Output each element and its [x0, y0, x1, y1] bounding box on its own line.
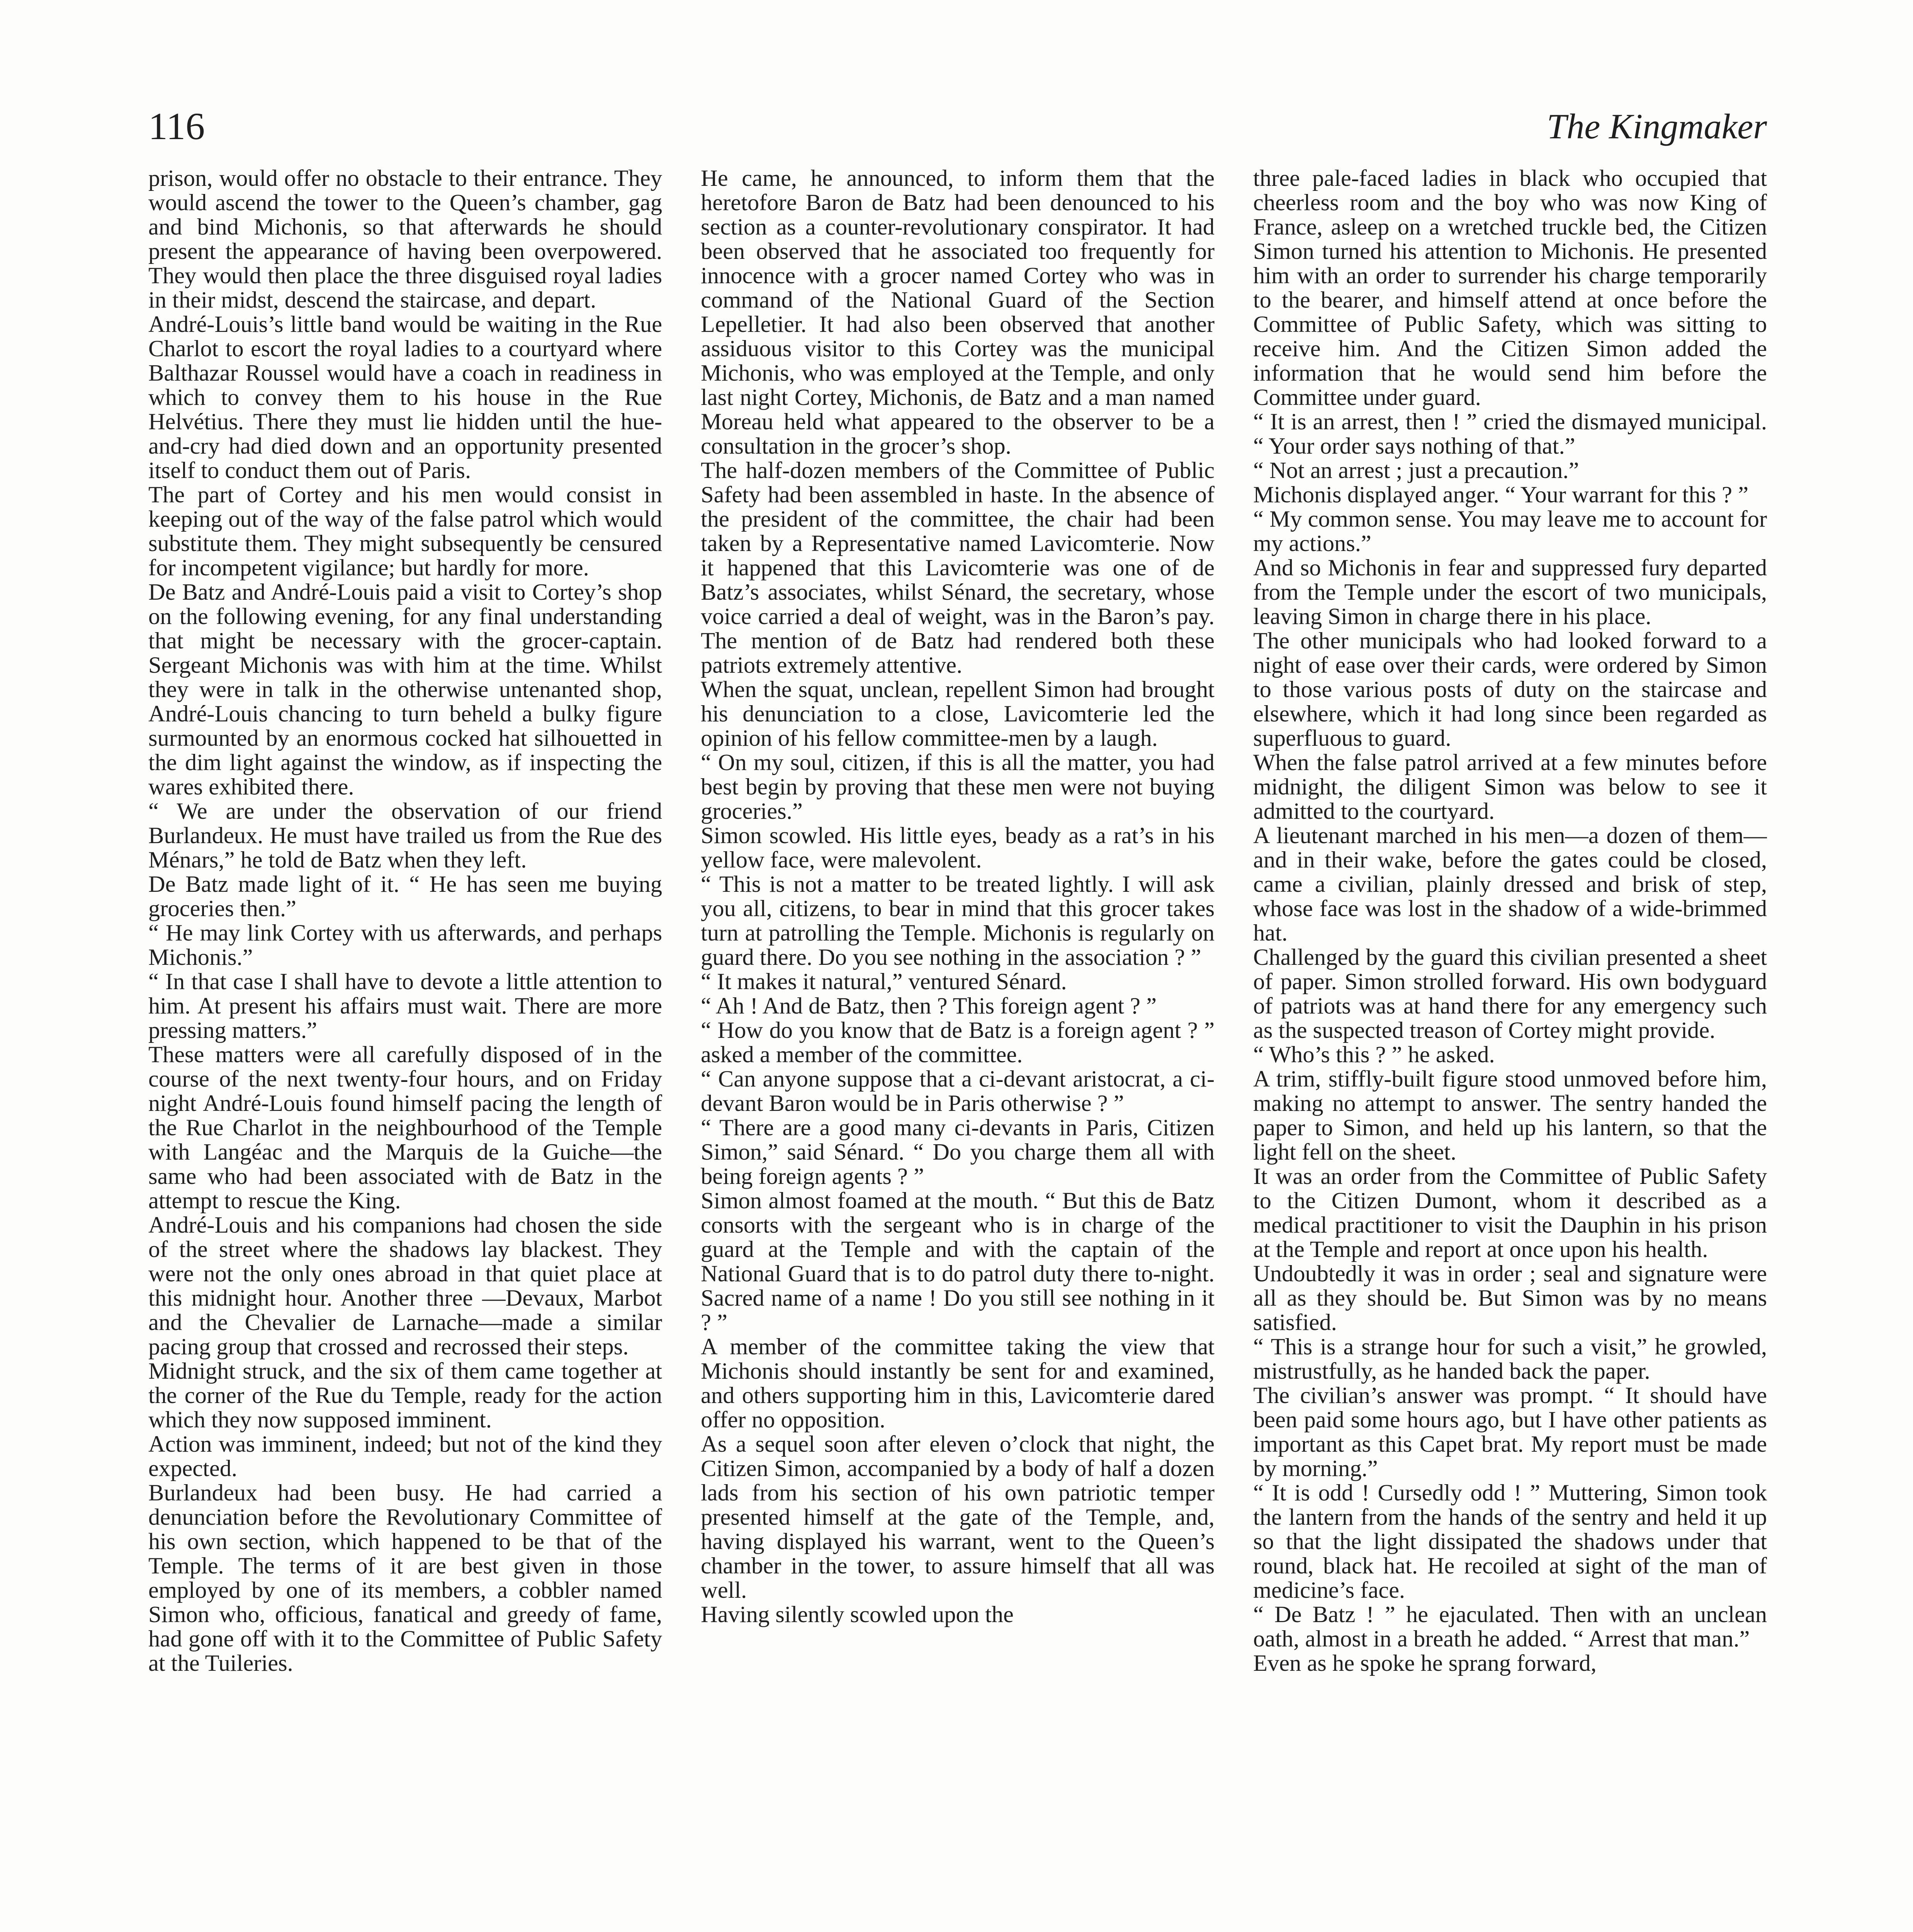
paragraph: Undoubtedly it was in order ; seal and signature were all as they should be. But Simon was by no means satisfied. [1253, 1261, 1767, 1335]
paragraph: Simon scowled. His little eyes, beady as a rat’s in his yellow face, were malevolent. [701, 823, 1215, 873]
paragraph: A trim, stiffly-built figure stood unmoved before him, making no attempt to answer. The sentry handed the paper to Simon, and held up his lantern, so that the light fell on the sheet. [1253, 1066, 1767, 1165]
paragraph: De Batz and André-Louis paid a visit to Cortey’s shop on the following evening, for any final understanding that might be necessary with the grocer-captain. Sergeant Michonis was with him at the time. Whilst they were in talk in the otherwise untenanted shop, André-Louis chancing to turn beheld a bulky figure surmounted by an enormous cocked hat silhouetted in the dim light against the window, as if inspecting the wares exhibited there. [148, 579, 662, 800]
paragraph: Simon almost foamed at the mouth. “ But this de Batz consorts with the sergeant who is in charge of the guard at the Temple and with the captain of the National Guard that is to do patrol duty there to-night. Sacred name of a name ! Do you still see nothing in it ? ” [701, 1188, 1215, 1335]
paragraph: The half-dozen members of the Committee of Public Safety had been assembled in haste. In the absence of the president of the committee, the chair had been taken by a Representative named Lavicomterie. Now it happened that this Lavicomterie was one of de Batz’s associates, whilst Sénard, the secretary, whose voice carried a deal of weight, was in the Baron’s pay. The mention of de Batz had rendered both these patriots extremely attentive. [701, 457, 1215, 678]
paragraph: “ In that case I shall have to devote a little attention to him. At present his affairs must wait. There are more pressing matters.” [148, 969, 662, 1043]
text-column-middle [701, 166, 1215, 1932]
paragraph: When the squat, unclean, repellent Simon had brought his denunciation to a close, Lavicomterie led the opinion of his fellow committee-men by a laugh. [701, 677, 1215, 751]
paragraph: These matters were all carefully disposed of in the course of the next twenty-four hours, and on Friday night André-Louis found himself pacing the length of the Rue Charlot in the neighbourhood of the Temple with Langéac and the Marquis de la Guiche—the same who had been associated with de Batz in the attempt to rescue the King. [148, 1042, 662, 1214]
paragraph: “ It makes it natural,” ventured Sénard. [701, 969, 1067, 995]
paragraph: And so Michonis in fear and suppressed fury departed from the Temple under the escort of two municipals, leaving Simon in charge there in his place. [1253, 555, 1767, 629]
paragraph: As a sequel soon after eleven o’clock that night, the Citizen Simon, accompanied by a body of half a dozen lads from his section of his own patriotic temper presented himself at the gate of the Temple, and, having displayed his warrant, went to the Queen’s chamber in the tower, to assure himself that all was well. [701, 1431, 1215, 1603]
paragraph: André-Louis and his companions had chosen the side of the street where the shadows lay blackest. They were not the only ones abroad in that quiet place at this midnight hour. Another three —Devaux, Marbot and the Chevalier de Larnache—made a similar pacing group that crossed and recrossed their steps. [148, 1212, 662, 1360]
running-title: The Kingmaker [1547, 107, 1767, 146]
paragraph: “ This is not a matter to be treated lightly. I will ask you all, citizens, to bear in mind that this grocer takes turn at patrolling the Temple. Michonis is regularly on guard there. Do you see nothing in the association ? ” [701, 871, 1215, 970]
paragraph: A member of the committee taking the view that Michonis should instantly be sent for and examined, and others supporting him in this, Lavicomterie dared offer no opposition. [701, 1334, 1215, 1433]
text-column-right [1253, 166, 1767, 1932]
paragraph: André-Louis’s little band would be waiting in the Rue Charlot to escort the royal ladies to a courtyard where Balthazar Roussel would have a coach in readiness in which to convey them to his house in the Rue Helvétius. There they must lie hidden until the hue-and-cry had died down and an opportunity presented itself to conduct them out of Paris. [148, 311, 662, 483]
paragraph: Midnight struck, and the six of them came together at the corner of the Rue du Temple, ready for the action which they now supposed imminent. [148, 1358, 662, 1433]
paragraph: “ We are under the observation of our friend Burlandeux. He must have trailed us from the Rue des Ménars,” he told de Batz when they left. [148, 798, 662, 873]
page-number: 116 [148, 105, 205, 148]
running-header [148, 101, 1767, 159]
paragraph: Michonis displayed anger. “ Your warrant for this ? ” [1253, 482, 1748, 508]
paragraph: “ On my soul, citizen, if this is all the matter, you had best begin by proving that these men were not buying groceries.” [701, 750, 1215, 824]
paragraph: “ Not an arrest ; just a precaution.” [1253, 457, 1579, 483]
paragraph: Burlandeux had been busy. He had carried a denunciation before the Revolutionary Committee of his own section, which happened to be that of the Temple. The terms of it are best given in those employed by one of its members, a cobbler named Simon who, officious, fanatical and greedy of fame, had gone off with it to the Committee of Public Safety at the Tuileries. [148, 1480, 662, 1676]
paragraph: “ Can anyone suppose that a ci-devant aristocrat, a ci-devant Baron would be in Paris otherwise ? ” [701, 1066, 1215, 1116]
paragraph: prison, would offer no obstacle to their entrance. They would ascend the tower to the Queen’s chamber, gag and bind Michonis, so that afterwards he should present the appearance of having been overpowered. They would then place the three disguised royal ladies in their midst, descend the staircase, and depart. [148, 166, 662, 313]
paragraph: “ It is odd ! Cursedly odd ! ” Muttering, Simon took the lantern from the hands of the sentry and held it up so that the light dissipated the shadows under that round, black hat. He recoiled at sight of the man of medicine’s face. [1253, 1480, 1767, 1603]
paragraph: “ Who’s this ? ” he asked. [1253, 1042, 1495, 1068]
paragraph: Even as he spoke he sprang forward, [1253, 1650, 1597, 1676]
paragraph: When the false patrol arrived at a few minutes before midnight, the diligent Simon was below to see it admitted to the courtyard. [1253, 750, 1767, 824]
paragraph: De Batz made light of it. “ He has seen me buying groceries then.” [148, 871, 662, 922]
paragraph: “ He may link Cortey with us afterwards, and perhaps Michonis.” [148, 920, 662, 970]
paragraph: “ My common sense. You may leave me to account for my actions.” [1253, 506, 1767, 556]
paragraph: “ De Batz ! ” he ejaculated. Then with an unclean oath, almost in a breath he added. “ Arrest that man.” [1253, 1602, 1767, 1652]
paragraph: three pale-faced ladies in black who occupied that cheerless room and the boy who was now King of France, asleep on a wretched truckle bed, the Citizen Simon turned his attention to Michonis. He presented him with an order to surrender his charge temporarily to the bearer, and himself attend at once before the Committee of Public Safety, which was sitting to receive him. And the Citizen Simon added the information that he would send him before the Committee under guard. [1253, 166, 1767, 410]
paragraph: The part of Cortey and his men would consist in keeping out of the way of the false patrol which would substitute them. They might subsequently be censured for incompetent vigilance; but hardly for more. [148, 482, 662, 581]
paragraph: The civilian’s answer was prompt. “ It should have been paid some hours ago, but I have other patients as important as this Capet brat. My report must be made by morning.” [1253, 1383, 1767, 1481]
paragraph: “ Ah ! And de Batz, then ? This foreign agent ? ” [701, 993, 1157, 1019]
paragraph: It was an order from the Committee of Public Safety to the Citizen Dumont, whom it described as a medical practitioner to visit the Dauphin in his prison at the Temple and report at once upon his health. [1253, 1163, 1767, 1262]
paragraph: Challenged by the guard this civilian presented a sheet of paper. Simon strolled forward. His own bodyguard of patriots was at hand there for any emergency such as the suspected treason of Cortey might provide. [1253, 944, 1767, 1043]
paragraph: “ How do you know that de Batz is a foreign agent ? ” asked a member of the committee. [701, 1017, 1215, 1068]
paragraph: Having silently scowled upon the [701, 1602, 1014, 1628]
paragraph: “ This is a strange hour for such a visit,” he growled, mistrustfully, as he handed back the paper. [1253, 1334, 1767, 1384]
paragraph: “ It is an arrest, then ! ” cried the dismayed municipal. “ Your order says nothing of that.” [1253, 409, 1767, 459]
paragraph: He came, he announced, to inform them that the heretofore Baron de Batz had been denounced to his section as a counter-revolutionary conspirator. It had been observed that he associated too frequently for innocence with a grocer named Cortey who was in command of the National Guard of the Section Lepelletier. It had also been observed that another assiduous visitor to this Cortey was the municipal Michonis, who was employed at the Temple, and only last night Cortey, Michonis, de Batz and a man named Moreau held what appeared to the observer to be a consultation in the grocer’s shop. [701, 166, 1215, 459]
paragraph: “ There are a good many ci-devants in Paris, Citizen Simon,” said Sénard. “ Do you charge them all with being foreign agents ? ” [701, 1115, 1215, 1189]
text-columns [148, 166, 1767, 1932]
paragraph: The other municipals who had looked forward to a night of ease over their cards, were ordered by Simon to those various posts of duty on the staircase and elsewhere, which it had long since been regarded as superfluous to guard. [1253, 628, 1767, 751]
paragraph: Action was imminent, indeed; but not of the kind they expected. [148, 1431, 662, 1481]
text-column-left [148, 166, 662, 1932]
paragraph: A lieutenant marched in his men—a dozen of them—and in their wake, before the gates could be closed, came a civilian, plainly dressed and brisk of step, whose face was lost in the shadow of a wide-brimmed hat. [1253, 823, 1767, 946]
